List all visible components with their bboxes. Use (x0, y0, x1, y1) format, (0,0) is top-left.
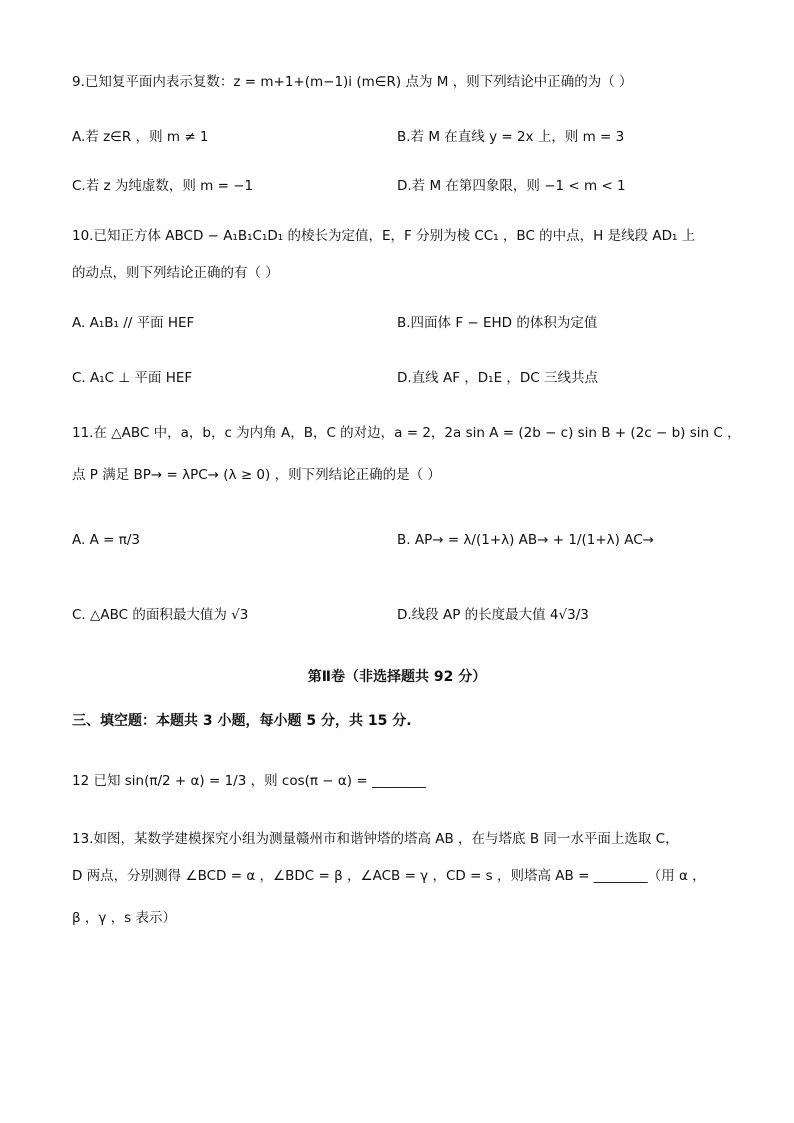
q10-option-a: A. A₁B₁ // 平面 HEF (72, 315, 195, 331)
q10-stem-line2: 的动点，则下列结论正确的有（ ） (72, 265, 279, 281)
q11-option-b: B. AP→ = λ/(1+λ) AB→ + 1/(1+λ) AC→ (397, 532, 654, 548)
q13-line3: β ，γ ，s 表示） (72, 910, 177, 926)
q10-stem-line1: 10.已知正方体 ABCD − A₁B₁C₁D₁ 的棱长为定值，E，F 分别为棱 CC₁ ，BC 的中点，H 是线段 AD₁ 上 (72, 228, 696, 244)
q11-stem-line2: 点 P 满足 BP→ = λPC→ (λ ≥ 0) ，则下列结论正确的是（ ） (72, 467, 441, 483)
q10-option-d: D.直线 AF ，D₁E ，DC 三线共点 (397, 370, 599, 386)
q13-line2: D 两点，分别测得 ∠BCD = α ，∠BDC = β ，∠ACB = γ ，CD = s ，则塔高 AB = ________（用 α ， (72, 868, 706, 884)
q9-option-c: C.若 z 为纯虚数，则 m = −1 (72, 178, 254, 194)
q11-option-a: A. A = π/3 (72, 532, 140, 548)
q11-option-d: D.线段 AP 的长度最大值 4√3/3 (397, 607, 589, 623)
q9-option-d: D.若 M 在第四象限，则 −1 < m < 1 (397, 178, 626, 194)
section3-title: 三、填空题：本题共 3 小题，每小题 5 分，共 15 分. (72, 713, 412, 729)
q11-stem-line1: 11.在 △ABC 中，a，b，c 为内角 A，B，C 的对边，a = 2，2a sin A = (2b − c) sin B + (2c − b) sin C ， (72, 425, 741, 441)
q12: 12 已知 sin(π/2 + α) = 1/3 ，则 cos(π − α) = ________ (72, 773, 426, 789)
q11-option-c: C. △ABC 的面积最大值为 √3 (72, 607, 249, 623)
q10-option-c: C. A₁C ⊥ 平面 HEF (72, 370, 193, 386)
part2-title: 第Ⅱ卷（非选择题共 92 分） (307, 669, 487, 685)
q10-option-b: B.四面体 F − EHD 的体积为定值 (397, 315, 598, 331)
q13-line1: 13.如图，某数学建模探究小组为测量赣州市和谐钟塔的塔高 AB ，在与塔底 B 同一水平面上选取 C， (72, 831, 679, 847)
q9-stem: 9.已知复平面内表示复数：z = m+1+(m−1)i (m∈R) 点为 M ，则下列结论中正确的为（ ） (72, 74, 633, 90)
q9-option-b: B.若 M 在直线 y = 2x 上，则 m = 3 (397, 129, 625, 145)
q9-option-a: A.若 z∈R ，则 m ≠ 1 (72, 129, 209, 145)
